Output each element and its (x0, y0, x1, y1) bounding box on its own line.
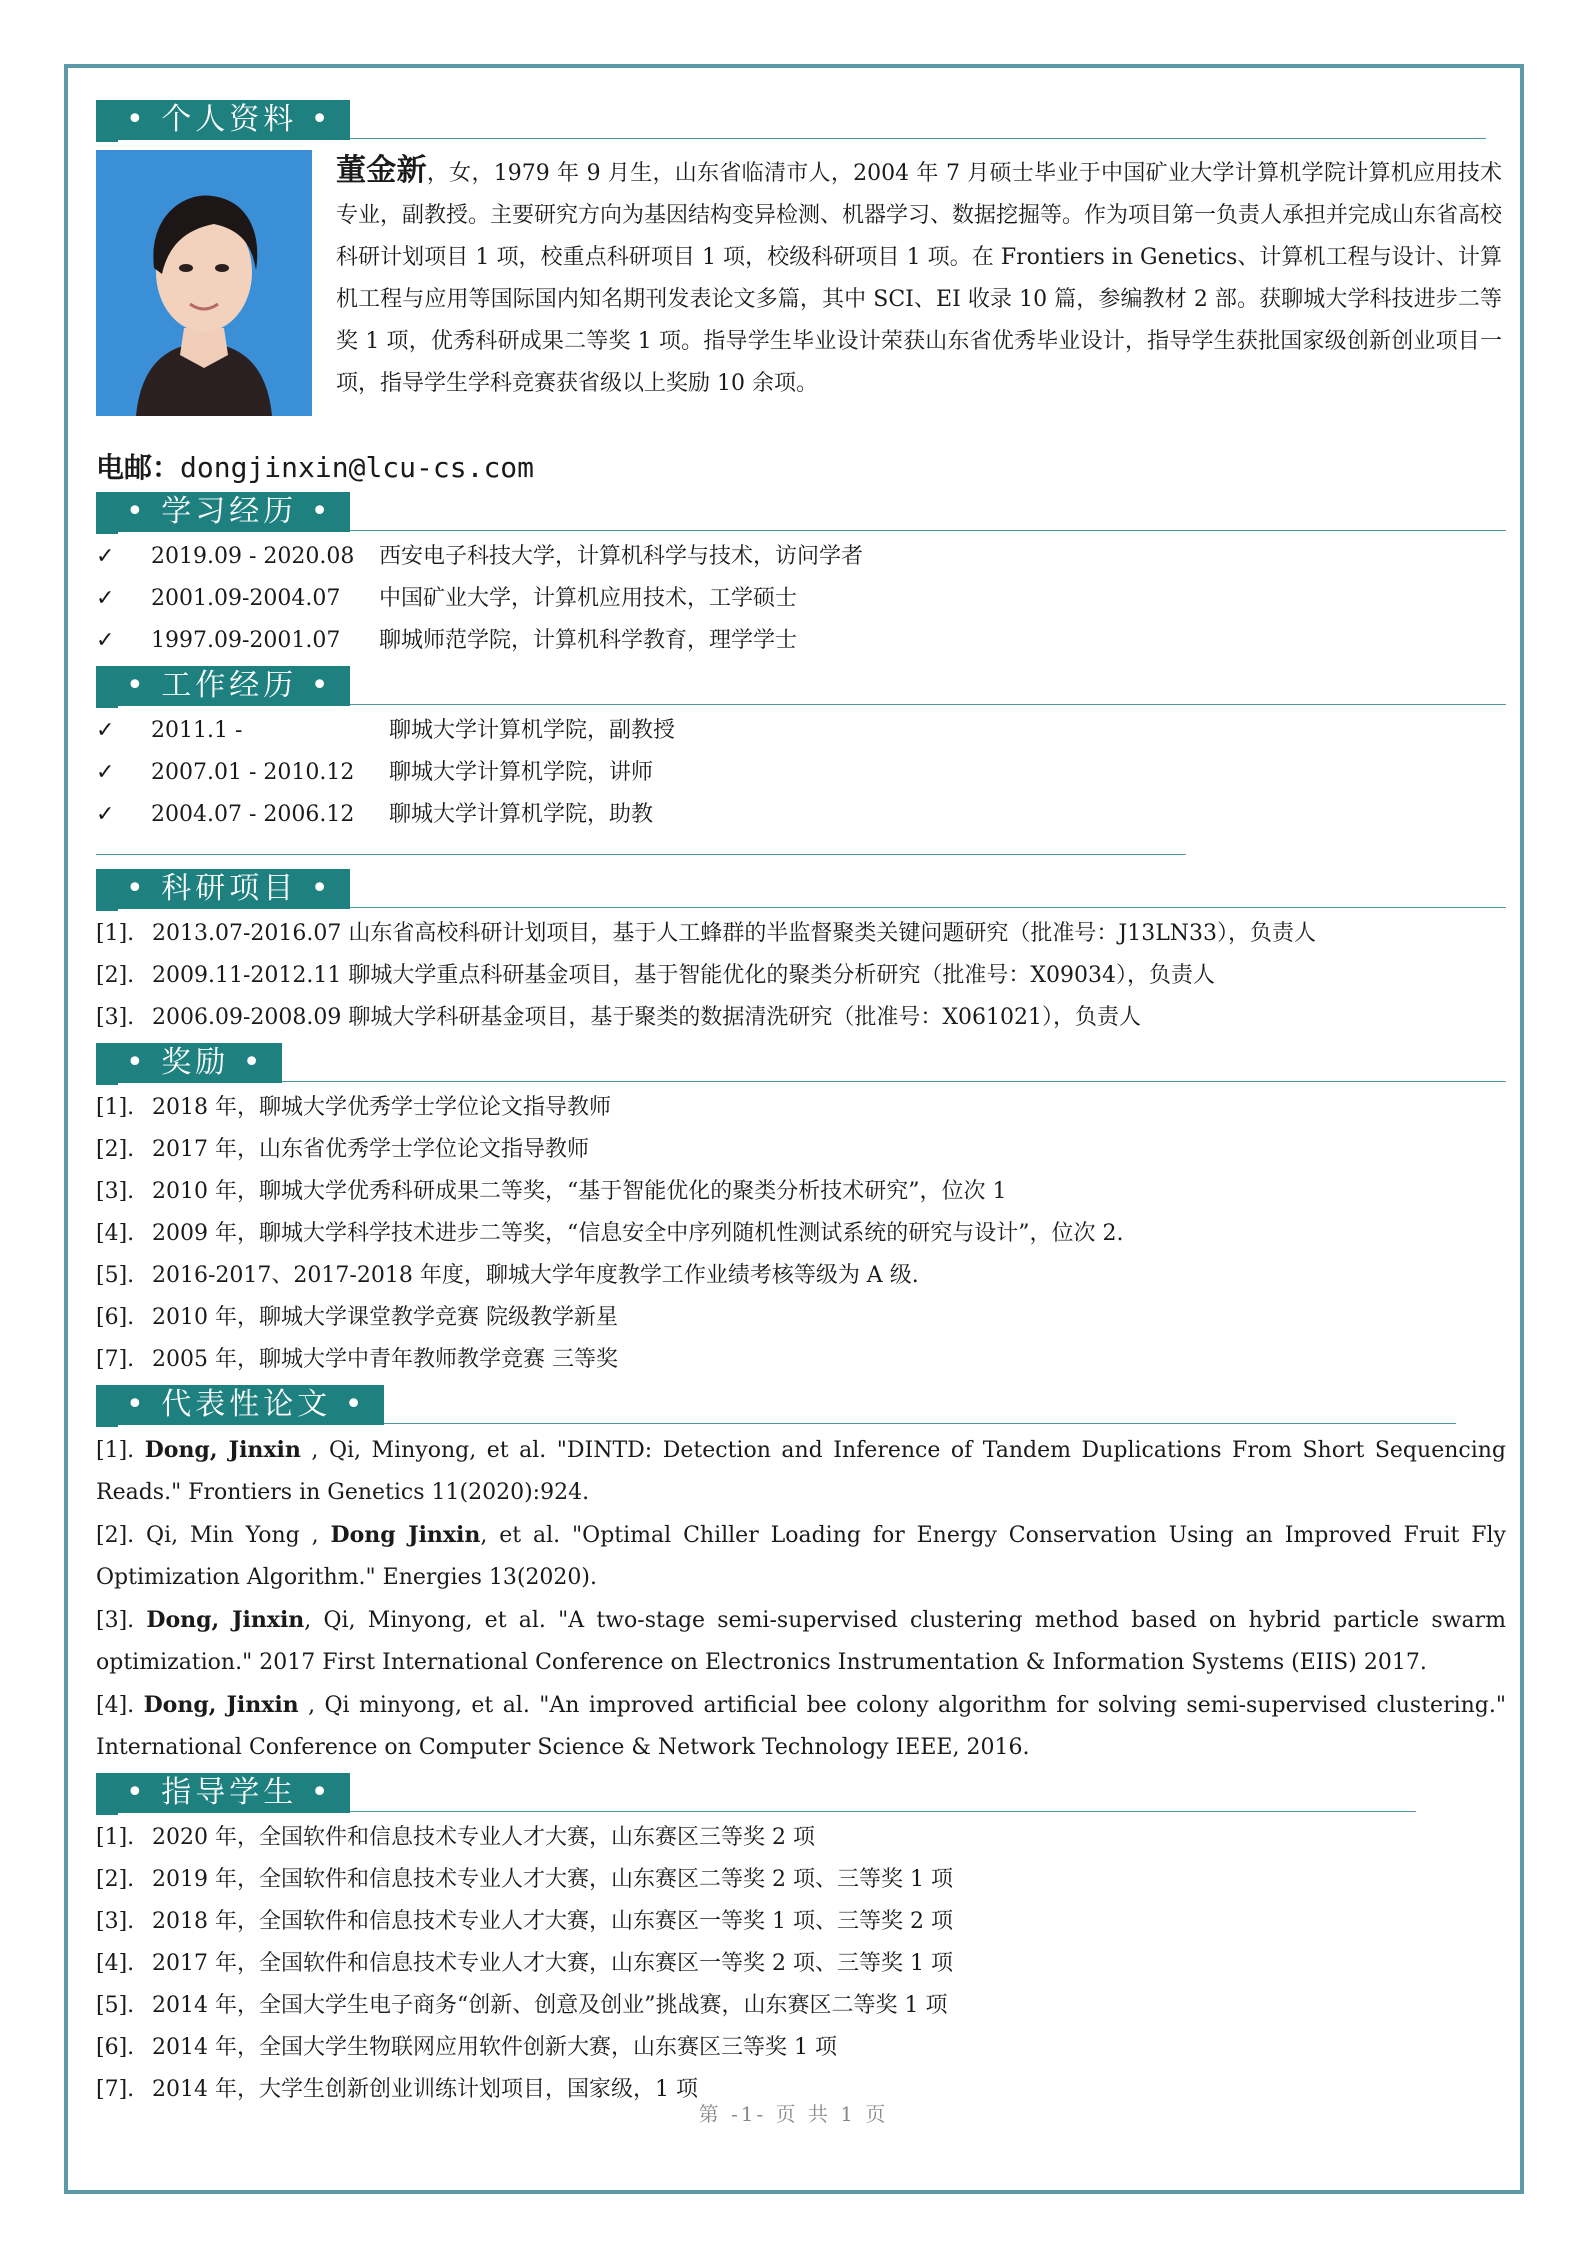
section-header-students (96, 1773, 1506, 1817)
list-item: [1]. 2018 年，聊城大学优秀学士学位论文指导教师 (96, 1095, 611, 1120)
list-item: [6]. 2014 年，全国大学生物联网应用软件创新大赛，山东赛区三等奖 1 项 (96, 2035, 837, 2060)
paper-item: [1]. Dong, Jinxin , Qi, Minyong, et al. "DINTD: Detection and Inference of Tandem Duplications From Short Sequencing Reads." Frontiers in Genetics 11(2020):924. (96, 1437, 1506, 1505)
list-item: ✓ 2007.01 - 2010.12 聊城大学计算机学院，讲师 (96, 752, 1506, 794)
person-name: 董金新 (336, 153, 427, 188)
projects-list (96, 913, 1506, 1039)
list-item: [7]. 2014 年，大学生创新创业训练计划项目，国家级，1 项 (96, 2077, 698, 2102)
section-title: • 科研项目 • (96, 869, 350, 909)
section-title: • 学习经历 • (96, 492, 350, 532)
list-item: [1]. 2013.07-2016.07 山东省高校科研计划项目，基于人工蜂群的半监督聚类关键问题研究（批准号：J13LN33），负责人 (96, 921, 1317, 946)
section-header-profile (96, 100, 1506, 144)
email-label: 电邮： (96, 451, 181, 484)
check-icon: ✓ (96, 586, 115, 611)
section-title: • 工作经历 • (96, 666, 350, 706)
check-icon: ✓ (96, 718, 115, 743)
list-item: [3]. 2018 年，全国软件和信息技术专业人才大赛，山东赛区一等奖 1 项、三等奖 2 项 (96, 1909, 953, 1934)
list-item: [4]. 2009 年，聊城大学科学技术进步二等奖，“信息安全中序列随机性测试系统的研究与设计”，位次 2. (96, 1221, 1124, 1246)
section-header-education (96, 492, 1506, 536)
section-header-work (96, 666, 1506, 710)
section-title: • 代表性论文 • (96, 1385, 384, 1425)
list-item: [1]. 2020 年，全国软件和信息技术专业人才大赛，山东赛区三等奖 2 项 (96, 1825, 815, 1850)
section-header-awards (96, 1043, 1506, 1087)
profile-block (96, 150, 1506, 450)
section-rule (96, 1081, 1506, 1082)
section-title: • 指导学生 • (96, 1773, 350, 1813)
list-item: ✓ 2011.1 - 聊城大学计算机学院，副教授 (96, 710, 1506, 752)
divider (96, 854, 1186, 855)
email-address[interactable]: dongjinxin@lcu-cs.com (180, 451, 535, 484)
bio-text: ，女，1979 年 9 月生，山东省临清市人，2004 年 7 月硕士毕业于中国矿业大学计算机学院计算机应用技术专业，副教授。主要研究方向为基因结构变异检测、机器学习、数据挖掘等。作为项目第一负责人承担并完成山东省高校科研计划项目 1 项，校重点科研项目 1 项，校级科研项目 1 项。在 Frontiers in Genetics、计算机工程与设计、计算机工程与应用等国际国内知名期刊发表论文多篇，其中 SCI、EI 收录 10 篇，参编教材 2 部。获聊城大学科技进步二等奖 1 项，优秀科研成果二等奖 1 项。指导学生毕业设计荣获山东省优秀毕业设计，指导学生获批国家级创新创业项目一项，指导学生学科竞赛获省级以上奖励 10 余项。 (336, 161, 1503, 396)
list-item: [5]. 2014 年，全国大学生电子商务“创新、创意及创业”挑战赛，山东赛区二等奖 1 项 (96, 1993, 948, 2018)
list-item: [2]. 2009.11-2012.11 聊城大学重点科研基金项目，基于智能优化的聚类分析研究（批准号：X09034），负责人 (96, 963, 1216, 988)
check-icon: ✓ (96, 802, 115, 827)
education-list (96, 536, 1506, 662)
section-title: • 奖励 • (96, 1043, 282, 1083)
section-title: • 个人资料 • (96, 100, 350, 140)
check-icon: ✓ (96, 628, 115, 653)
list-item: [6]. 2010 年，聊城大学课堂教学竞赛 院级教学新星 (96, 1305, 618, 1330)
portrait-image (96, 150, 312, 416)
email-line (96, 448, 1506, 488)
list-item: [3]. 2006.09-2008.09 聊城大学科研基金项目，基于聚类的数据清洗研究（批准号：X061021），负责人 (96, 1005, 1142, 1030)
list-item: [7]. 2005 年，聊城大学中青年教师教学竞赛 三等奖 (96, 1347, 618, 1372)
students-list (96, 1817, 1506, 2111)
papers-list (96, 1429, 1506, 1769)
profile-bio (336, 150, 1502, 405)
section-header-projects (96, 869, 1506, 913)
portrait-photo (96, 150, 312, 416)
page-footer: 第 -1- 页 共 1 页 (698, 2102, 889, 2126)
list-item: [4]. 2017 年，全国软件和信息技术专业人才大赛，山东赛区一等奖 2 项、三等奖 1 项 (96, 1951, 953, 1976)
list-item: ✓ 2001.09-2004.07 中国矿业大学，计算机应用技术，工学硕士 (96, 578, 1506, 620)
paper-item: [4]. Dong, Jinxin , Qi minyong, et al. "An improved artificial bee colony algorithm for solving semi-supervised clustering." International Conference on Computer Science & Network Technology IEEE, 2016. (96, 1692, 1506, 1760)
list-item: ✓ 1997.09-2001.07 聊城师范学院，计算机科学教育，理学学士 (96, 620, 1506, 662)
check-icon: ✓ (96, 544, 115, 569)
paper-item: [3]. Dong, Jinxin, Qi, Minyong, et al. "A two-stage semi-supervised clustering method based on hybrid particle swarm optimization." 2017 First International Conference on Electronics Instrumentation & Information Systems (EIIS) 2017. (96, 1607, 1506, 1675)
list-item: [5]. 2016-2017、2017-2018 年度，聊城大学年度教学工作业绩考核等级为 A 级. (96, 1263, 919, 1288)
list-item: ✓ 2004.07 - 2006.12 聊城大学计算机学院，助教 (96, 794, 1506, 836)
list-item: [2]. 2017 年，山东省优秀学士学位论文指导教师 (96, 1137, 589, 1162)
list-item: ✓ 2019.09 - 2020.08 西安电子科技大学，计算机科学与技术，访问学者 (96, 536, 1506, 578)
list-item: [3]. 2010 年，聊城大学优秀科研成果二等奖，“基于智能优化的聚类分析技术研究”，位次 1 (96, 1179, 1007, 1204)
list-item: [2]. 2019 年，全国软件和信息技术专业人才大赛，山东赛区二等奖 2 项、三等奖 1 项 (96, 1867, 953, 1892)
section-header-papers (96, 1385, 1506, 1429)
check-icon: ✓ (96, 760, 115, 785)
awards-list (96, 1087, 1506, 1381)
resume (96, 96, 1506, 2111)
work-list (96, 710, 1506, 836)
paper-item: [2]. Qi, Min Yong , Dong Jinxin, et al. "Optimal Chiller Loading for Energy Conservation Using an Improved Fruit Fly Optimization Algorithm." Energies 13(2020). (96, 1522, 1506, 1590)
